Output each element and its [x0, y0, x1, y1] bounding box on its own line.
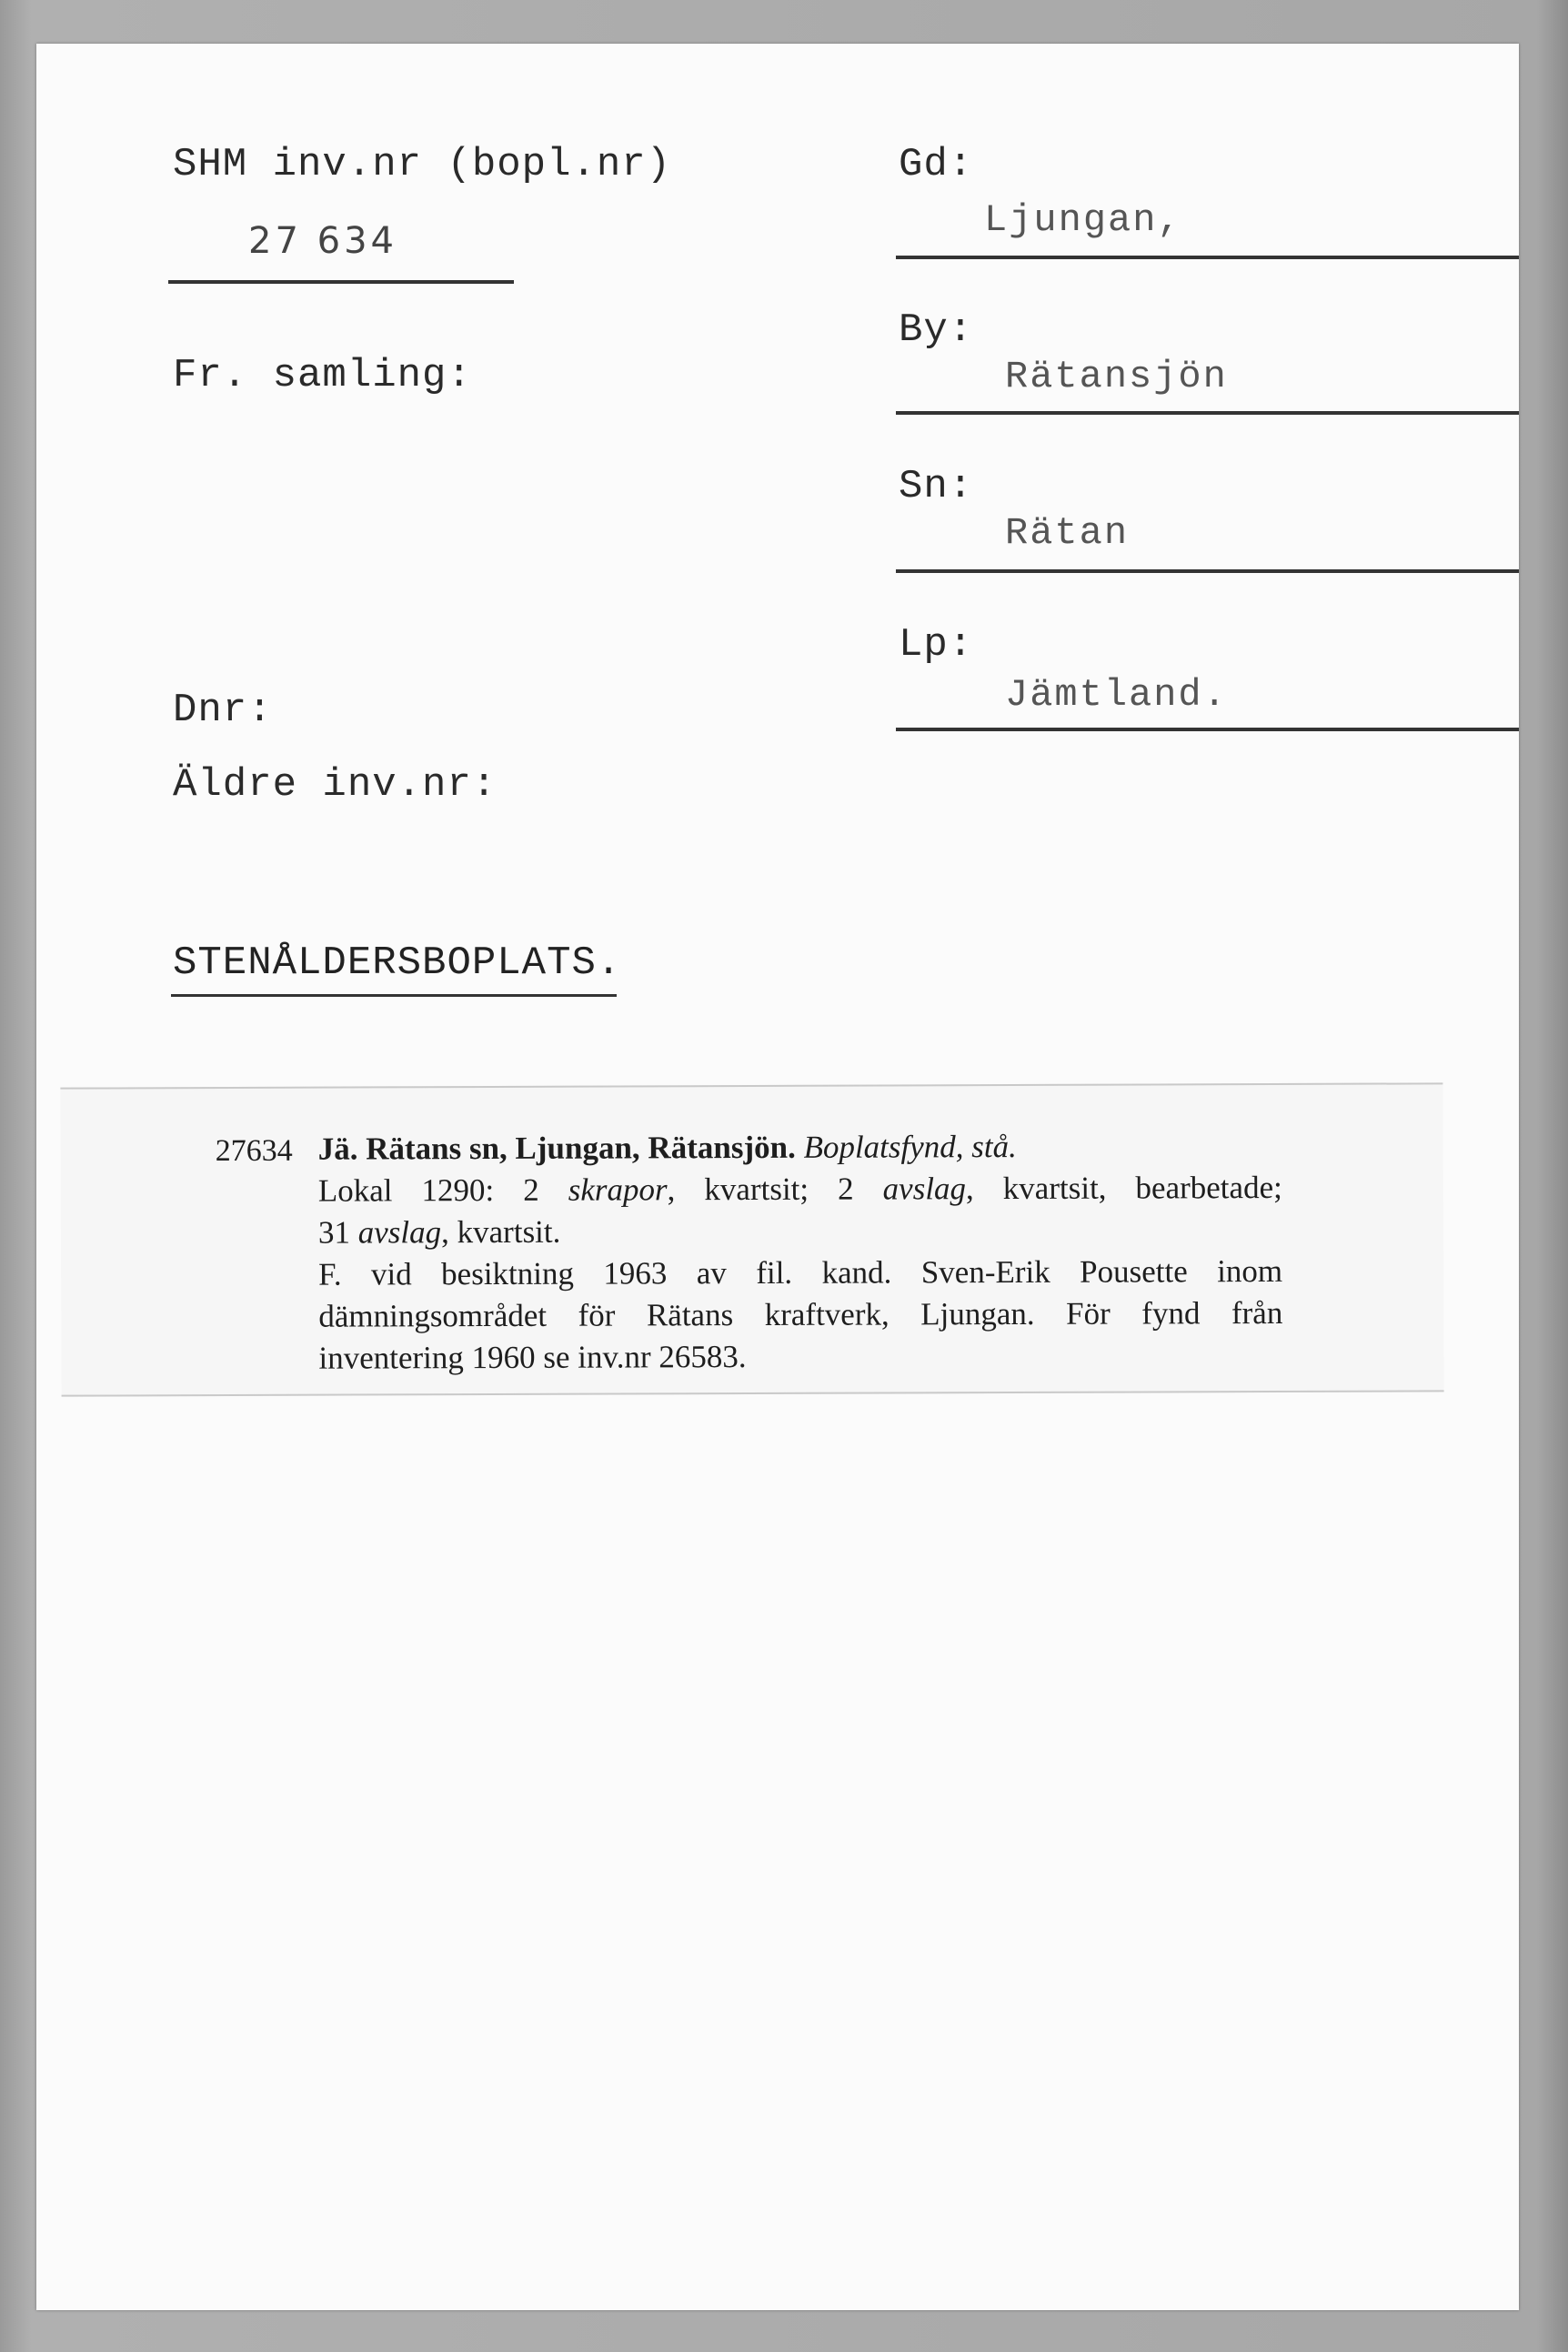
slip-subtitle: Boplatsfynd, stå.: [803, 1128, 1017, 1165]
sn-label: Sn:: [899, 464, 974, 509]
lp-value: Jämtland.: [1005, 673, 1228, 717]
slip-line-5: dämningsområdet för Rätans kraftverk, Ljungan. För fynd från: [318, 1294, 1283, 1334]
slip-title: Jä. Rätans sn, Ljungan, Rätansjön.: [317, 1129, 796, 1167]
slip-line-2-a: Lokal 1290: 2: [317, 1171, 568, 1209]
sn-value: Rätan: [1005, 511, 1130, 555]
slip-line-3: [318, 1209, 1282, 1254]
slip-line-4: F. vid besiktning 1963 av fil. kand. Sven-Erik Pousette inom: [318, 1252, 1283, 1292]
slip-line-1: [318, 1125, 1282, 1171]
slip-line-6: inventering 1960 se inv.nr 26583.: [318, 1339, 747, 1376]
slip-line-2-e: , kvartsit, bearbetade;: [965, 1169, 1282, 1207]
fr-samling-label: Fr. samling:: [173, 353, 472, 398]
slip-line-2-d: avslag: [882, 1171, 967, 1207]
inv-label: SHM inv.nr (bopl.nr): [173, 142, 672, 187]
dnr-label: Dnr:: [173, 688, 273, 733]
by-label: By:: [899, 307, 974, 353]
aldre-inv-label: Äldre inv.nr:: [173, 762, 498, 808]
slip-line-2-b: skrapor: [568, 1171, 668, 1208]
category-underline: [171, 994, 617, 997]
slip-number: 27634: [215, 1133, 293, 1169]
gd-value: Ljungan,: [984, 198, 1182, 242]
inv-number: 27 634: [248, 220, 397, 262]
inv-number-rule: [168, 280, 514, 284]
slip-line-2: [318, 1167, 1282, 1212]
slip-line-3-c: , kvartsit.: [441, 1213, 561, 1251]
pasted-catalogue-slip: [60, 1082, 1443, 1396]
lp-label: Lp:: [899, 622, 974, 668]
by-rule: [896, 411, 1519, 415]
slip-line-3-a: 31: [317, 1214, 358, 1251]
gd-rule: [896, 256, 1519, 259]
slip-text: [318, 1125, 1283, 1380]
slip-line-2-c: , kvartsit; 2: [667, 1171, 883, 1208]
by-value: Rätansjön: [1005, 355, 1228, 398]
category-heading: STENÅLDERSBOPLATS.: [173, 940, 622, 986]
gd-label: Gd:: [899, 142, 974, 187]
sn-rule: [896, 569, 1519, 573]
lp-rule: [896, 728, 1519, 731]
slip-line-3-b: avslag: [357, 1214, 442, 1251]
